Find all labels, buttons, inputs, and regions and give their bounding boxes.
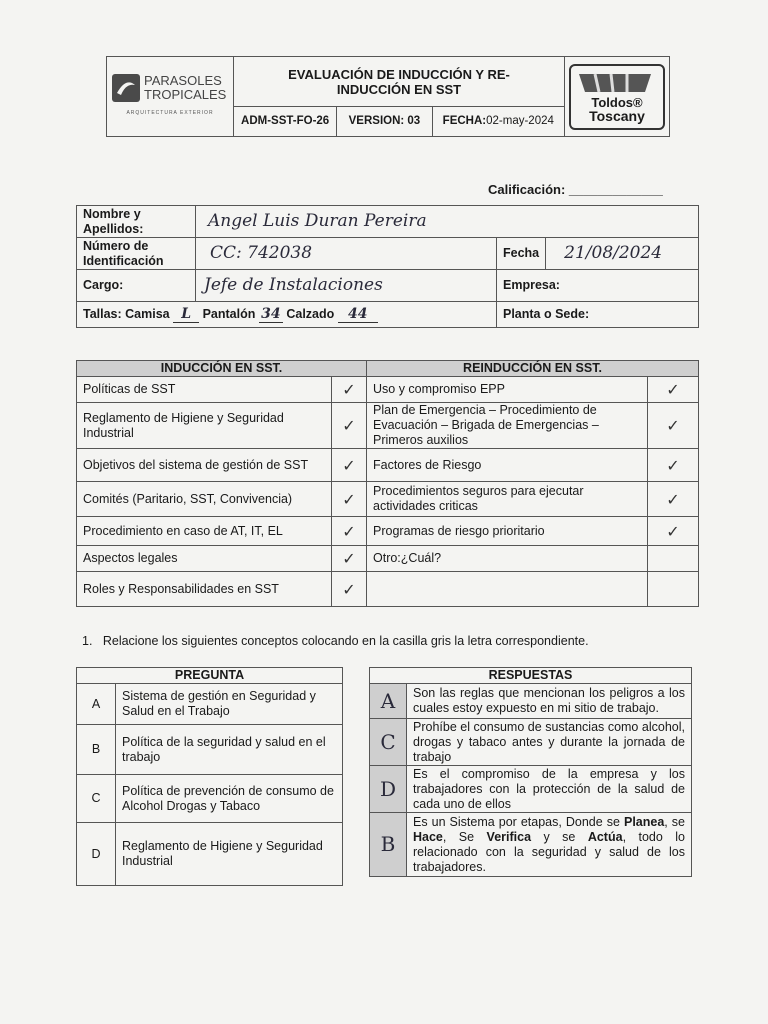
identificacion-value[interactable]: CC: 742038 (196, 238, 497, 270)
tallas-field[interactable]: Tallas: Camisa L Pantalón 34 Calzado 44 (77, 302, 497, 328)
check-cell[interactable]: ✓ (648, 517, 699, 546)
reinduccion-item (367, 572, 648, 607)
pregunta-text: Política de la seguridad y salud en el trabajo (116, 725, 343, 775)
respuestas-header: RESPUESTAS (370, 668, 692, 684)
calzado-value[interactable]: 44 (338, 307, 378, 323)
reinduccion-item: Plan de Emergencia – Procedimiento de Evacuación – Brigada de Emergencias – Primeros auxilios (367, 403, 648, 449)
fecha-value[interactable]: 21/08/2024 (546, 238, 699, 270)
form-version: VERSION: 03 (337, 107, 432, 137)
reinduccion-item: Programas de riesgo prioritario (367, 517, 648, 546)
answer-cell[interactable]: C (370, 719, 407, 766)
form-date: FECHA:02-may-2024 (432, 107, 564, 137)
induccion-item: Políticas de SST (77, 377, 332, 403)
respuesta-text: Prohíbe el consumo de sustancias como alcohol, drogas y tabaco antes y durante la jornada de trabajo (407, 719, 692, 766)
check-cell[interactable]: ✓ (648, 449, 699, 482)
parasoles-logo-cell (107, 57, 234, 137)
toscany-name-2: Toscany (589, 107, 645, 124)
induccion-item: Comités (Paritario, SST, Convivencia) (77, 482, 332, 517)
answer-cell[interactable]: D (370, 766, 407, 813)
cargo-value[interactable]: Jefe de Instalaciones (196, 270, 497, 302)
parasoles-logo-icon (111, 73, 141, 103)
pregunta-letter: A (77, 684, 116, 725)
nombre-label: Nombre y Apellidos: (77, 206, 196, 238)
awning-icon (575, 70, 655, 94)
check-cell[interactable] (648, 546, 699, 572)
induccion-header: INDUCCIÓN EN SST. (77, 361, 367, 377)
induccion-item: Procedimiento en caso de AT, IT, EL (77, 517, 332, 546)
parasoles-name: PARASOLES TROPICALES (144, 72, 227, 102)
pregunta-table (76, 667, 343, 886)
check-cell[interactable]: ✓ (648, 377, 699, 403)
nombre-value[interactable]: Angel Luis Duran Pereira (196, 206, 699, 238)
induccion-item: Objetivos del sistema de gestión de SST (77, 449, 332, 482)
planta-field[interactable]: Planta o Sede: (497, 302, 699, 328)
pregunta-letter: D (77, 823, 116, 886)
pregunta-letter: B (77, 725, 116, 775)
cargo-label: Cargo: (77, 270, 196, 302)
reinduccion-item: Factores de Riesgo (367, 449, 648, 482)
pregunta-header: PREGUNTA (77, 668, 343, 684)
induccion-item: Roles y Responsabilidades en SST (77, 572, 332, 607)
form-header (106, 56, 670, 137)
fecha-label: Fecha (497, 238, 546, 270)
induccion-table (76, 360, 699, 607)
reinduccion-item[interactable]: Otro:¿Cuál? (367, 546, 648, 572)
parasoles-tagline: ARQUITECTURA EXTERIOR (126, 109, 214, 116)
induccion-item: Reglamento de Higiene y Seguridad Industrial (77, 403, 332, 449)
check-cell[interactable]: ✓ (648, 482, 699, 517)
check-cell[interactable]: ✓ (332, 377, 367, 403)
check-cell[interactable]: ✓ (332, 449, 367, 482)
pregunta-text: Sistema de gestión en Seguridad y Salud en el Trabajo (116, 684, 343, 725)
form-title: EVALUACIÓN DE INDUCCIÓN Y RE-INDUCCIÓN EN SST (234, 57, 565, 107)
induccion-item: Aspectos legales (77, 546, 332, 572)
reinduccion-item: Procedimientos seguros para ejecutar actividades criticas (367, 482, 648, 517)
toscany-name-1: Toldos® (591, 94, 643, 110)
toscany-logo-cell (565, 57, 670, 137)
pregunta-letter: C (77, 775, 116, 823)
reinduccion-item: Uso y compromiso EPP (367, 377, 648, 403)
empresa-field[interactable]: Empresa: (497, 270, 699, 302)
respuestas-table (369, 667, 692, 877)
check-cell[interactable]: ✓ (332, 403, 367, 449)
answer-cell[interactable]: B (370, 813, 407, 877)
check-cell[interactable]: ✓ (332, 517, 367, 546)
pantalon-value[interactable]: 34 (259, 307, 283, 323)
check-cell[interactable] (648, 572, 699, 607)
check-cell[interactable]: ✓ (332, 572, 367, 607)
question-1: 1. Relacione los siguientes conceptos colocando en la casilla gris la letra correspondiente. (82, 634, 589, 648)
check-cell[interactable]: ✓ (648, 403, 699, 449)
pregunta-text: Política de prevención de consumo de Alcohol Drogas y Tabaco (116, 775, 343, 823)
calificacion-label: Calificación: _____________ (488, 182, 663, 197)
respuesta-text: Son las reglas que mencionan los peligros a los cuales estoy expuesto en mi sitio de trabajo. (407, 684, 692, 719)
reinduccion-header: REINDUCCIÓN EN SST. (367, 361, 699, 377)
check-cell[interactable]: ✓ (332, 482, 367, 517)
answer-cell[interactable]: A (370, 684, 407, 719)
pregunta-text: Reglamento de Higiene y Seguridad Industrial (116, 823, 343, 886)
form-code: ADM-SST-FO-26 (234, 107, 337, 137)
respuesta-text: Es un Sistema por etapas, Donde se Planea, se Hace, Se Verifica y se Actúa, todo lo relacionado con la seguridad y salud de los trabajadores. (407, 813, 692, 877)
identificacion-label: Número de Identificación (77, 238, 196, 270)
camisa-value[interactable]: L (173, 307, 199, 323)
respuesta-text: Es el compromiso de la empresa y los trabajadores con la protección de la salud de cada uno de ellos (407, 766, 692, 813)
check-cell[interactable]: ✓ (332, 546, 367, 572)
personal-info-table (76, 205, 699, 328)
